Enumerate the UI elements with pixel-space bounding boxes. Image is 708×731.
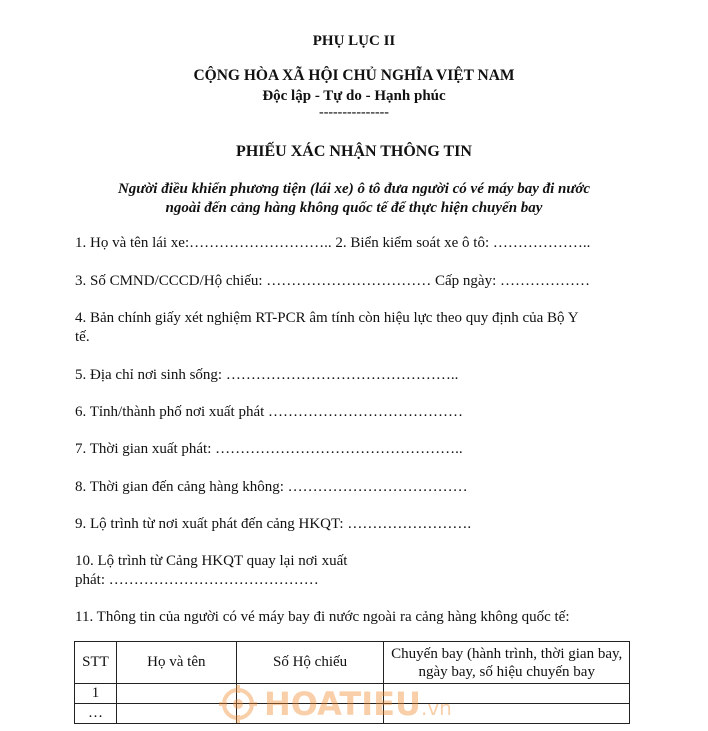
column-header-name: Họ và tên — [116, 642, 236, 684]
watermark-logo-icon — [218, 684, 258, 724]
appendix-label: PHỤ LỤC II — [312, 33, 396, 49]
field-return-route-line-1[interactable]: 10. Lộ trình từ Cảng HKQT quay lại nơi xuất — [75, 553, 348, 569]
field-pcr-certificate-line-1: 4. Bản chính giấy xét nghiệm RT-PCR âm tính còn hiệu lực theo quy định của Bộ Y — [75, 310, 579, 326]
watermark-brand: HOATIEU — [264, 685, 421, 723]
form-title: PHIẾU XÁC NHẬN THÔNG TIN — [236, 143, 472, 160]
field-passenger-info-label: 11. Thông tin của người có vé máy bay đi nước ngoài ra cảng hàng không quốc tế: — [75, 609, 570, 625]
field-pcr-certificate-line-2: tế. — [75, 329, 90, 345]
form-subtitle-line-1: Người điều khiển phương tiện (lái xe) ô tô đưa người có vé máy bay đi nước — [117, 181, 591, 197]
column-header-flight-line-2: ngày bay, số hiệu chuyến bay — [418, 663, 595, 680]
watermark-text — [264, 684, 452, 728]
column-header-stt: STT — [75, 642, 117, 684]
table-header-row — [75, 642, 630, 684]
watermark — [218, 680, 488, 728]
field-airport-arrival-time[interactable]: 8. Thời gian đến cảng hàng không: ……………………………… — [75, 479, 468, 495]
field-driver-name-and-plate[interactable]: 1. Họ và tên lái xe:……………………….. 2. Biển kiểm soát xe ô tô: ……………….. — [75, 235, 591, 251]
field-id-number-and-issue-date[interactable]: 3. Số CMND/CCCD/Hộ chiếu: …………………………… Cấp ngày: ……………… — [75, 273, 591, 289]
field-departure-time[interactable]: 7. Thời gian xuất phát: ………………………………………….. — [75, 441, 463, 457]
field-residence-address[interactable]: 5. Địa chỉ nơi sinh sống: ……………………………………….. — [75, 367, 459, 383]
field-return-route-line-2[interactable]: phát: …………………………………… — [75, 572, 319, 588]
watermark-suffix: .vn — [420, 696, 452, 720]
field-departure-province[interactable]: 6. Tỉnh/thành phố nơi xuất phát ………………………………… — [75, 404, 464, 420]
national-motto: Độc lập - Tự do - Hạnh phúc — [262, 88, 446, 104]
column-header-passport: Số Hộ chiếu — [236, 642, 384, 684]
column-header-flight-line-1: Chuyến bay (hành trình, thời gian bay, — [391, 645, 623, 662]
form-subtitle-line-2: ngoài đến cảng hàng không quốc tế để thực hiện chuyến bay — [165, 200, 543, 216]
field-route-to-airport[interactable]: 9. Lộ trình từ nơi xuất phát đến cảng HKQT: ……………………. — [75, 516, 472, 532]
header-divider: --------------- — [319, 105, 389, 120]
column-header-flight — [384, 642, 630, 684]
cell-stt: … — [75, 704, 117, 724]
cell-stt: 1 — [75, 684, 117, 704]
nation-heading: CỘNG HÒA XÃ HỘI CHỦ NGHĨA VIỆT NAM — [193, 67, 515, 84]
